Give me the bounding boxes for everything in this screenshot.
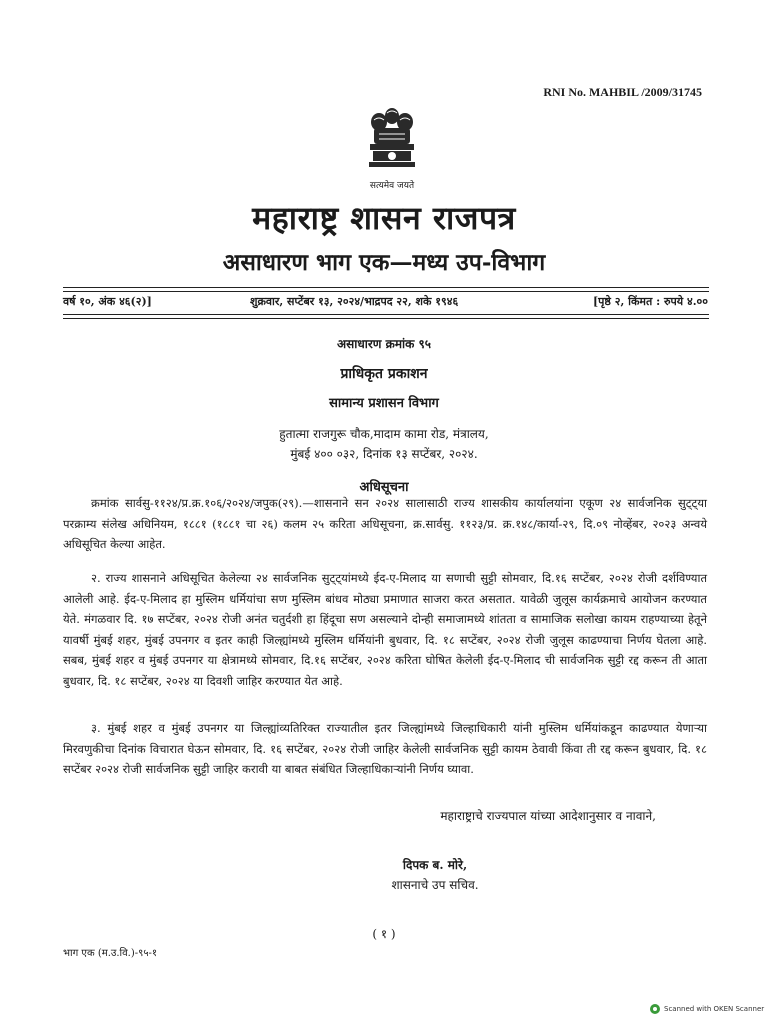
paragraph-1: क्रमांक सार्वसु-११२४/प्र.क्र.१०६/२०२४/जपुक(२९).—शासनाने सन २०२४ सालासाठी राज्य शासकीय कार्यालयांना एकूण २४ सार्वजनिक सुट्ट्या परक्राम्य संलेख अधिनियम, १८८१ (१८८१ चा २६) कलम २५ करिता अधिसूचना, क्र.सार्वसु. ११२३/प्र. क्र.१४८/कार्या-२९, दि.०९ नोव्हेंबर, २०२३ अन्वये अधिसूचित केल्या आहेत. xyxy=(63,496,707,551)
header-rule-bottom-inner xyxy=(63,318,709,319)
department-name: सामान्य प्रशासन विभाग xyxy=(329,396,439,411)
emblem-motto: सत्यमेव जयते xyxy=(369,181,415,191)
issue-date: शुक्रवार, सप्टेंबर १३, २०२४/भाद्रपद २२, शके १९४६ xyxy=(250,295,459,308)
header-rule-top xyxy=(63,287,709,288)
footer-code: भाग एक (म.उ.वि.)-९५-१ xyxy=(63,948,158,959)
scanner-watermark xyxy=(650,1004,764,1014)
paragraph-3: ३. मुंबई शहर व मुंबई उपनगर या जिल्ह्यांव्यतिरिक्त राज्यातील इतर जिल्ह्यांमध्ये जिल्हाधिकारी यांनी मुस्लिम धर्मियांकडून काढण्यात येणाऱ्या मिरवणुकीचा दिनांक विचारात घेऊन सोमवार, दि. १६ सप्टेंबर, २०२४ रोजी जाहिर केलेली सार्वजनिक सुट्टी कायम ठेवावी किंवा ती रद्द करून बुधवार, दि. १८ सप्टेंबर २०२४ रोजी सार्वजनिक सुट्टी जाहिर करावी या बाबत संबंधित जिल्हाधिकाऱ्यांनी निर्णय घ्यावा. xyxy=(63,721,707,776)
header-rule-bottom xyxy=(63,314,709,315)
gazette-title: महाराष्ट्र शासन राजपत्र xyxy=(252,199,516,237)
signatory-name: दिपक ब. मोरे, xyxy=(402,858,468,872)
signatory-designation: शासनाचे उप सचिव. xyxy=(391,878,479,892)
rni-number: RNI No. MAHBIL /2009/31745 xyxy=(543,85,702,99)
governor-order-line: महाराष्ट्राचे राज्यपाल यांच्या आदेशानुसार व नावाने, xyxy=(440,809,656,823)
pages-price: [पृष्ठे २, किंमत : रुपये ४.०० xyxy=(592,295,708,308)
notification-heading: अधिसूचना xyxy=(359,480,409,495)
authorized-publication: प्राधिकृत प्रकाशन xyxy=(340,366,428,382)
extraordinary-number: असाधारण क्रमांक ९५ xyxy=(336,337,431,351)
scanner-text: Scanned with OKEN Scanner xyxy=(664,1005,765,1013)
header-rule-top-inner xyxy=(63,291,709,292)
volume-issue: वर्ष १०, अंक ४६(२)] xyxy=(63,295,152,308)
paragraph-2: २. राज्य शासनाने अधिसूचित केलेल्या २४ सार्वजनिक सुट्ट्यांमध्ये ईद-ए-मिलाद या सणाची सुट्टी सोमवार, दि.१६ सप्टेंबर, २०२४ रोजी दर्शविण्यात आलेली आहे. ईद-ए-मिलाद हा मुस्लिम धर्मियांचा सण मुस्लिम बांधव मोठ्या प्रमाणात साजरा करत असतात. यावेळी जुलूस कार्यक्रमाचे आयोजन करण्यात येते. मंगळवार दि. १७ सप्टेंबर, २०२४ रोजी अनंत चतुर्दशी हा हिंदूचा सण असल्याने दोन्ही समाजामध्ये शांतता व सामाजिक सलोखा कायम राहण्याच्या हेतूने यावर्षी मुंबई शहर, मुंबई उपनगर व इतर काही जिल्ह्यांमध्ये मुस्लिम धर्मियांनी बुधवार, दि. १८ सप्टेंबर, २०२४ रोजी जुलूस काढण्याचा निर्णय घेतला आहे. सबब, मुंबई शहर व मुंबई उपनगर या क्षेत्रामध्ये सोमवार, दि.१६ सप्टेंबर, २०२४ करिता घोषित केलेली ईद-ए-मिलाद ची सार्वजनिक सुट्टी रद्द करून ती आता बुधवार, दि. १८ सप्टेंबर, २०२४ या दिवशी जाहिर करण्यात येत आहे. xyxy=(63,571,707,688)
ashoka-emblem-icon xyxy=(361,104,423,176)
address-line-2: मुंबई ४०० ०३२, दिनांक १३ सप्टेंबर, २०२४. xyxy=(290,447,478,461)
gazette-subtitle: असाधारण भाग एक—मध्य उप-विभाग xyxy=(222,249,546,276)
oken-scanner-icon xyxy=(650,1004,660,1014)
page-number: ( १ ) xyxy=(372,927,396,941)
address-line-1: हुतात्मा राजगुरू चौक,मादाम कामा रोड, मंत्रालय, xyxy=(279,427,489,441)
